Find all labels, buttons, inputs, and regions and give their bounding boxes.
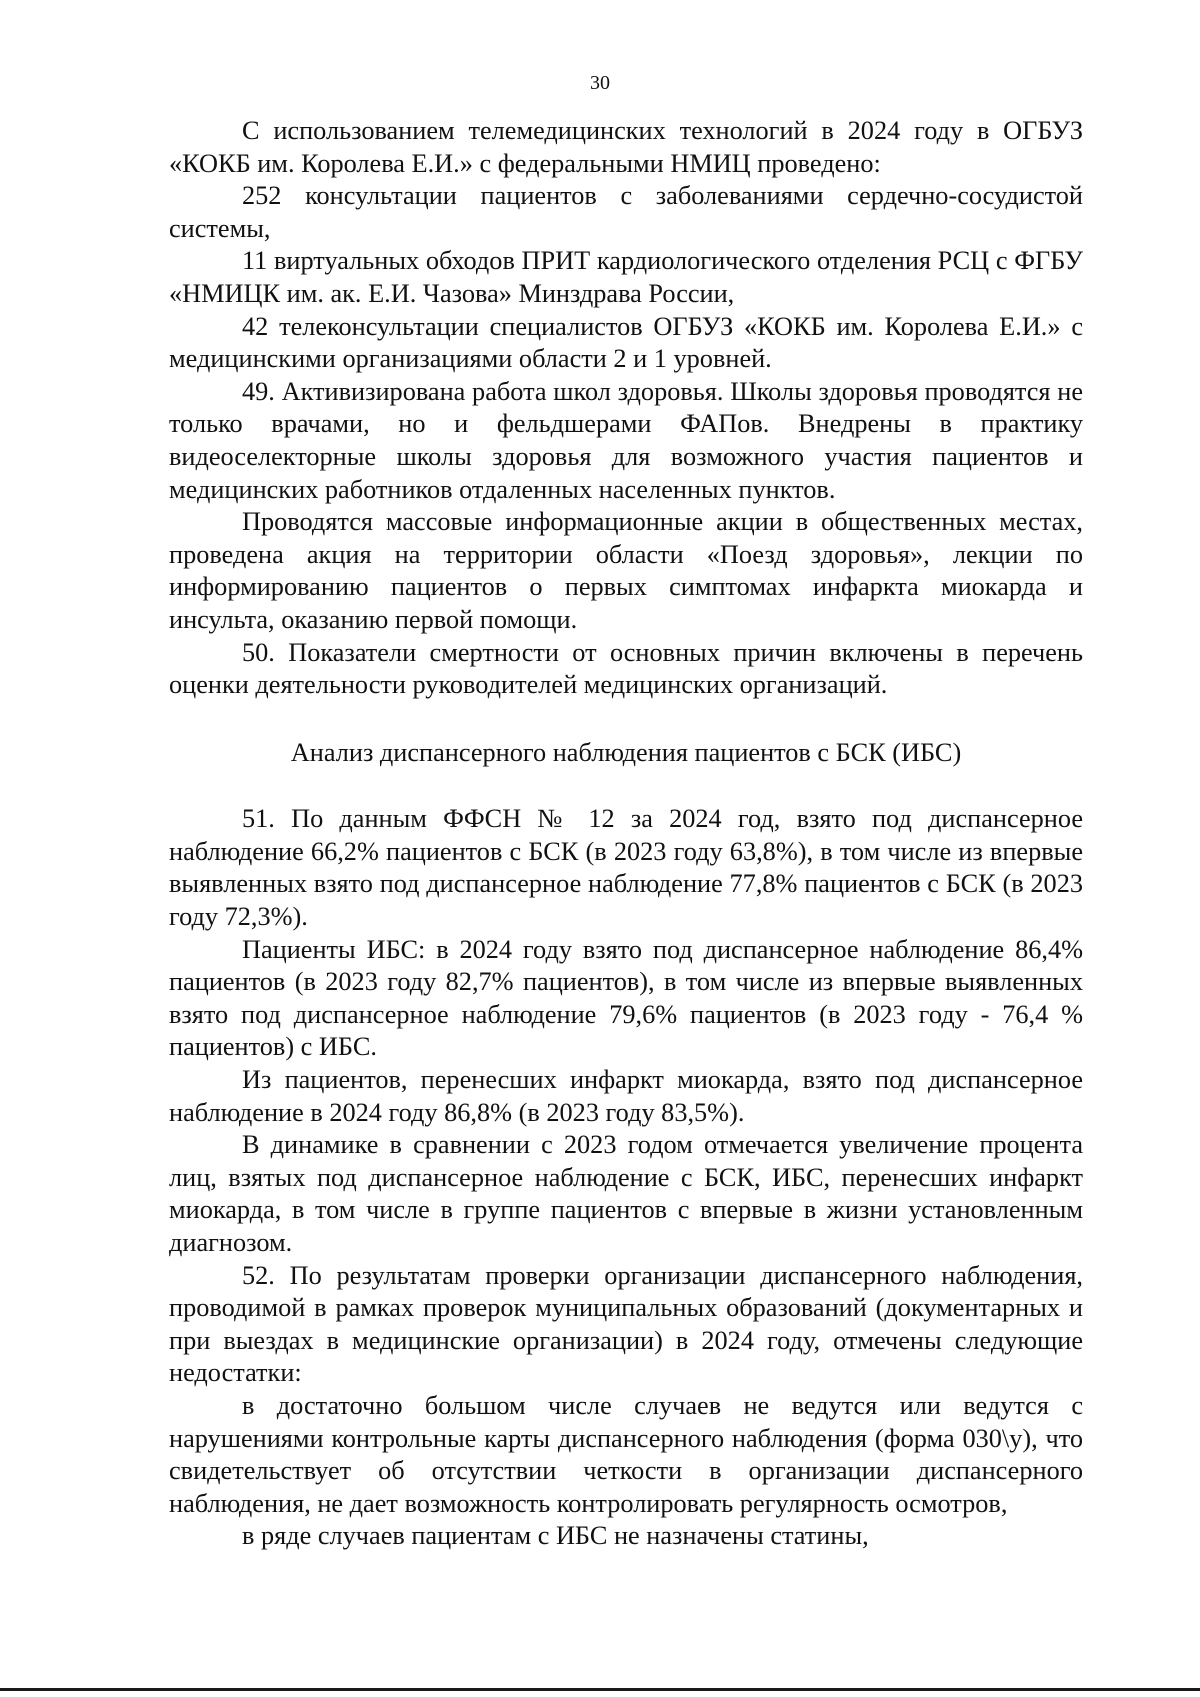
paragraph-item-50: 50. Показатели смертности от основных причин включены в перечень оценки деятельности руководителей медицинских организаций.: [169, 637, 1083, 700]
paragraph-teleconsultations-42: 42 телеконсультации специалистов ОГБУЗ «КОКБ им. Королева Е.И.» с медицинскими организациями области 2 и 1 уровней.: [169, 311, 1083, 374]
page-bottom-edge: [0, 1688, 1200, 1691]
paragraph-virtual-rounds-11: 11 виртуальных обходов ПРИТ кардиологического отделения РСЦ с ФГБУ «НМИЦК им. ак. Е.И. Чазова» Минздрава России,: [169, 246, 1083, 308]
document-body: [169, 115, 1083, 1553]
paragraph-item-51: 51. По данным ФФСН № 12 за 2024 год, взято под диспансерное наблюдение 66,2% пациентов с БСК (в 2023 году 63,8%), в том числе из впервые выявленных взято под диспансерное наблюдение 77,8% пациентов с БСК (в 2023 году 72,3%).: [169, 804, 1083, 932]
paragraph-ibs-patients: Пациенты ИБС: в 2024 году взято под диспансерное наблюдение 86,4% пациентов (в 2023 году 82,7% пациентов), в том числе из впервые выявленных взято под диспансерное наблюдение 79,6% пациентов (в 2023 году - 76,4 % пациентов) с ИБС.: [169, 934, 1083, 1062]
paragraph-mass-campaigns: Проводятся массовые информационные акции в общественных местах, проведена акция на территории области «Поезд здоровья», лекции по информированию пациентов о первых симптомах инфаркта миокарда и инсульта, оказанию первой помощи.: [169, 507, 1083, 634]
paragraph-consultations-252: 252 консультации пациентов с заболеваниями сердечно-сосудистой системы,: [169, 181, 1083, 243]
paragraph-telemedicine-intro: С использованием телемедицинских технологий в 2024 году в ОГБУЗ «КОКБ им. Королева Е.И.» с федеральными НМИЦ проведено:: [169, 116, 1083, 178]
paragraph-myocardial-infarction: Из пациентов, перенесших инфаркт миокарда, взято под диспансерное наблюдение в 2024 году 86,8% (в 2023 году 83,5%).: [169, 1065, 1083, 1127]
paragraph-statins: в ряде случаев пациентам с ИБС не назначены статины,: [242, 1521, 869, 1551]
paragraph-control-cards: в достаточно большом числе случаев не ведутся или ведутся с нарушениями контрольные карты диспансерного наблюдения (форма 030\у), что свидетельствует об отсутствии четкости в организации диспансерного наблюдения, не дает возможность контролировать регулярность осмотров,: [169, 1390, 1083, 1518]
paragraph-dynamics: В динамике в сравнении с 2023 годом отмечается увеличение процента лиц, взятых под диспансерное наблюдение с БСК, ИБС, перенесших инфаркт миокарда, в том числе в группе пациентов с впервые в жизни установленным диагнозом.: [169, 1130, 1083, 1257]
page-number: 30: [590, 72, 610, 94]
paragraph-item-52: 52. По результатам проверки организации диспансерного наблюдения, проводимой в рамках проверок муниципальных образований (документарных и при выездах в медицинские организации) в 2024 году, отмечены следующие недостатки:: [169, 1260, 1083, 1388]
section-heading: Анализ диспансерного наблюдения пациентов с БСК (ИБС): [290, 737, 962, 767]
paragraph-item-49: 49. Активизирована работа школ здоровья. Школы здоровья проводятся не только врачами, но и фельдшерами ФАПов. Внедрены в практику видеоселекторные школы здоровья для возможного участия пациентов и медицинских работников отдаленных населенных пунктов.: [169, 376, 1083, 504]
